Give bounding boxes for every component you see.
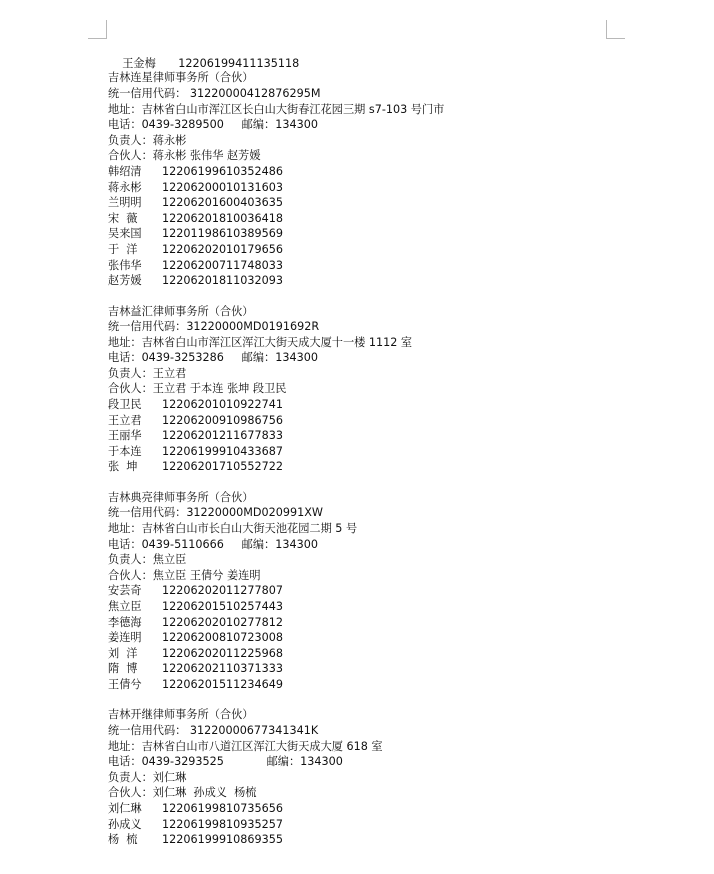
phone-postcode-line: 电话：0439-3253286 邮编：134300 <box>108 351 318 365</box>
lawyer-license-number: 12206200810723008 <box>162 631 284 645</box>
lawyer-license-number: 12206201811032093 <box>162 274 284 288</box>
lawyer-license-number: 12206200010131603 <box>162 180 284 194</box>
law-firm-block <box>108 490 668 693</box>
lawyer-license-number: 12206199810935257 <box>162 817 284 831</box>
lawyer-name: 王丽华 <box>108 429 142 443</box>
phone-postcode-line: 电话：0439-3289500 邮编：134300 <box>108 118 318 132</box>
lawyer-row <box>108 459 668 475</box>
lawyer-row <box>108 164 668 180</box>
principal-line: 负责人：焦立臣 <box>108 553 187 567</box>
document-body <box>108 40 668 848</box>
lawyer-row <box>108 413 668 429</box>
lawyer-row <box>108 817 668 833</box>
lawyer-name: 刘仁琳 <box>108 801 142 815</box>
lawyer-license-number: 12206199910433687 <box>162 444 284 458</box>
credit-code-line: 统一信用代码： 31220000677341341K <box>108 723 319 737</box>
lawyer-license-number: 12206199411135118 <box>178 56 300 70</box>
phone-postcode-line: 电话：0439-3293525 邮编：134300 <box>108 755 343 769</box>
lawyer-license-number: 12206200711748033 <box>162 258 284 272</box>
lawyer-license-number: 12206199810735656 <box>162 801 284 815</box>
lawyer-license-number: 12206199610352486 <box>162 164 284 178</box>
address-line: 地址：吉林省白山市八道江区浑江大街天成大厦 618 室 <box>108 739 383 753</box>
lawyer-name: 王金梅 <box>122 56 156 70</box>
lawyer-name: 隋 博 <box>108 662 138 676</box>
principal-line: 负责人：蒋永彬 <box>108 133 187 147</box>
lawyer-license-number: 12201198610389569 <box>162 227 284 241</box>
lawyer-license-number: 12206201511234649 <box>162 677 284 691</box>
law-firm-block <box>108 707 668 847</box>
lawyer-license-number: 12206201211677833 <box>162 429 284 443</box>
page-margin-corner-right <box>606 20 625 39</box>
lawyer-row <box>108 677 668 693</box>
lawyer-license-number: 12206202011277807 <box>162 584 284 598</box>
partners-line: 合伙人：王立君 于本连 张坤 段卫民 <box>108 382 287 396</box>
lawyer-name: 安芸奇 <box>108 584 142 598</box>
lawyer-row <box>108 242 668 258</box>
lawyer-name: 于 洋 <box>108 242 138 256</box>
lawyer-row <box>108 40 668 70</box>
lawyer-row <box>108 583 668 599</box>
law-firm-block <box>108 304 668 476</box>
lawyer-license-number: 12206199910869355 <box>162 833 284 847</box>
page-margin-corner-left <box>88 20 107 39</box>
lawyer-name: 王立君 <box>108 413 142 427</box>
lawyer-row <box>108 599 668 615</box>
lawyer-license-number: 12206202010277812 <box>162 615 284 629</box>
lawyer-license-number: 12206202011225968 <box>162 646 284 660</box>
lawyer-row <box>108 258 668 274</box>
lawyer-row <box>108 195 668 211</box>
phone-postcode-line: 电话：0439-5110666 邮编：134300 <box>108 537 318 551</box>
lawyer-name: 焦立臣 <box>108 599 142 613</box>
firm-name: 吉林典亮律师事务所（合伙） <box>108 490 254 504</box>
firm-name: 吉林益汇律师事务所（合伙） <box>108 304 254 318</box>
address-line: 地址：吉林省白山市浑江区长白山大街春江花园三期 s7-103 号门市 <box>108 102 445 116</box>
lawyer-name: 姜连明 <box>108 631 142 645</box>
lawyer-name: 吴来国 <box>108 227 142 241</box>
lawyer-name: 兰明明 <box>108 196 142 210</box>
lawyer-name: 于本连 <box>108 444 142 458</box>
lawyer-row <box>108 615 668 631</box>
lawyer-name: 李德海 <box>108 615 142 629</box>
lawyer-license-number: 12206201810036418 <box>162 211 284 225</box>
lawyer-license-number: 12206202110371333 <box>162 662 284 676</box>
firm-list <box>108 70 668 847</box>
lawyer-name: 王倩兮 <box>108 677 142 691</box>
lawyer-name: 宋 薇 <box>108 211 138 225</box>
lawyer-row <box>108 444 668 460</box>
lawyer-name: 张 坤 <box>108 460 138 474</box>
lawyer-row <box>108 832 668 848</box>
address-line: 地址：吉林省白山市长白山大街天池花园二期 5 号 <box>108 522 358 536</box>
lawyer-license-number: 12206201010922741 <box>162 398 284 412</box>
partners-line: 合伙人：刘仁琳 孙成义 杨梳 <box>108 786 257 800</box>
lawyer-row <box>108 428 668 444</box>
lawyer-license-number: 12206201600403635 <box>162 196 284 210</box>
lawyer-name: 刘 洋 <box>108 646 138 660</box>
lawyer-license-number: 12206201510257443 <box>162 599 284 613</box>
lawyer-row <box>108 211 668 227</box>
lawyer-row <box>108 801 668 817</box>
lawyer-row <box>108 180 668 196</box>
lawyer-license-number: 12206200910986756 <box>162 413 284 427</box>
principal-line: 负责人：刘仁琳 <box>108 770 187 784</box>
partners-line: 合伙人：蒋永彬 张伟华 赵芳媛 <box>108 149 261 163</box>
firm-name: 吉林连星律师事务所（合伙） <box>108 71 254 85</box>
lawyer-row <box>108 630 668 646</box>
credit-code-line: 统一信用代码： 31220000412876295M <box>108 86 321 100</box>
law-firm-block <box>108 70 668 288</box>
lawyer-name: 孙成义 <box>108 817 142 831</box>
lawyer-license-number: 12206201710552722 <box>162 460 284 474</box>
lawyer-name: 张伟华 <box>108 258 142 272</box>
firm-name: 吉林开继律师事务所（合伙） <box>108 708 254 722</box>
partners-line: 合伙人：焦立臣 王倩兮 姜连明 <box>108 568 261 582</box>
lawyer-row <box>108 226 668 242</box>
lawyer-name: 赵芳媛 <box>108 274 142 288</box>
principal-line: 负责人：王立君 <box>108 366 187 380</box>
lawyer-name: 蒋永彬 <box>108 180 142 194</box>
lawyer-row <box>108 397 668 413</box>
lawyer-license-number: 12206202010179656 <box>162 242 284 256</box>
lawyer-row <box>108 646 668 662</box>
lawyer-row <box>108 661 668 677</box>
credit-code-line: 统一信用代码：31220000MD020991XW <box>108 506 323 520</box>
lawyer-name: 韩绍清 <box>108 164 142 178</box>
lawyer-name: 杨 梳 <box>108 833 138 847</box>
credit-code-line: 统一信用代码：31220000MD0191692R <box>108 320 320 334</box>
lawyer-name: 段卫民 <box>108 398 142 412</box>
lawyer-row <box>108 273 668 289</box>
address-line: 地址：吉林省白山市浑江区浑江大街天成大厦十一楼 1112 室 <box>108 335 413 349</box>
